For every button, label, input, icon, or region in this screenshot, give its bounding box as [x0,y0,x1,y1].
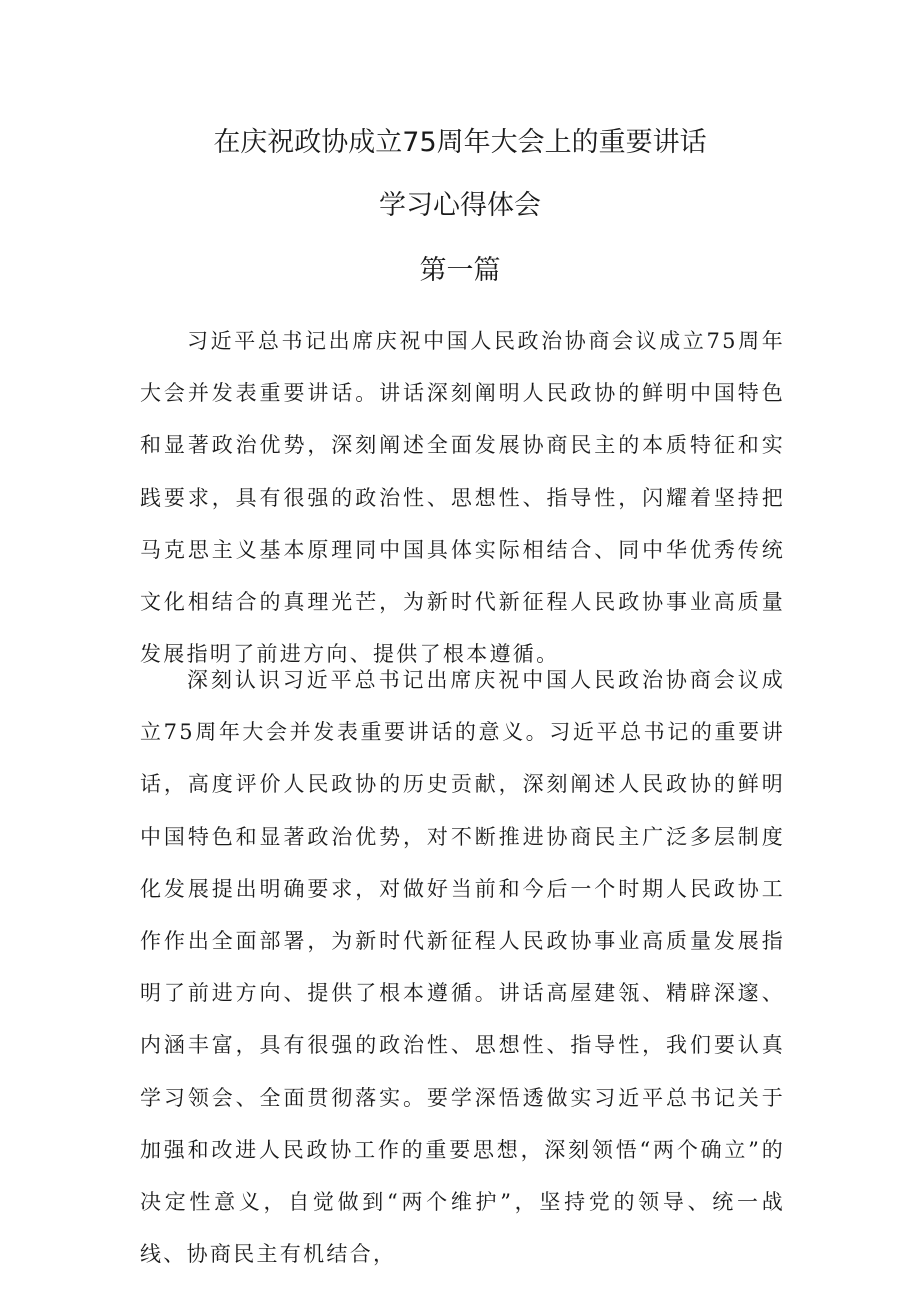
body-paragraph-1: 习近平总书记出席庆祝中国人民政治协商会议成立75周年大会并发表重要讲话。讲话深刻阐明人民政协的鲜明中国特色和显著政治优势，深刻阐述全面发展协商民主的本质特征和实践要求，具有很强的政治性、思想性、指导性，闪耀着坚持把马克思主义基本原理同中国具体实际相结合、同中华优秀传统文化相结合的真理光芒，为新时代新征程人民政协事业高质量发展指明了前进方向、提供了根本遵循。 [140,329,785,667]
section-heading: 第一篇 [419,255,501,286]
document-title-line-1: 在庆祝政协成立75周年大会上的重要讲话 [213,127,707,158]
body-paragraph-2: 深刻认识习近平总书记出席庆祝中国人民政治协商会议成立75周年大会并发表重要讲话的意义。习近平总书记的重要讲话，高度评价人民政协的历史贡献，深刻阐述人民政协的鲜明中国特色和显著政治优势，对不断推进协商民主广泛多层制度化发展提出明确要求，对做好当前和今后一个时期人民政协工作作出全面部署，为新时代新征程人民政协事业高质量发展指明了前进方向、提供了根本遵循。讲话高屋建瓴、精辟深邃、内涵丰富，具有很强的政治性、思想性、指导性，我们要认真学习领会、全面贯彻落实。要学深悟透做实习近平总书记关于加强和改进人民政协工作的重要思想，深刻领悟“两个确立”的决定性意义，自觉做到“两个维护”，坚持党的领导、统一战线、协商民主有机结合， [140,668,785,1267]
document-title-line-2: 学习心得体会 [379,190,541,221]
